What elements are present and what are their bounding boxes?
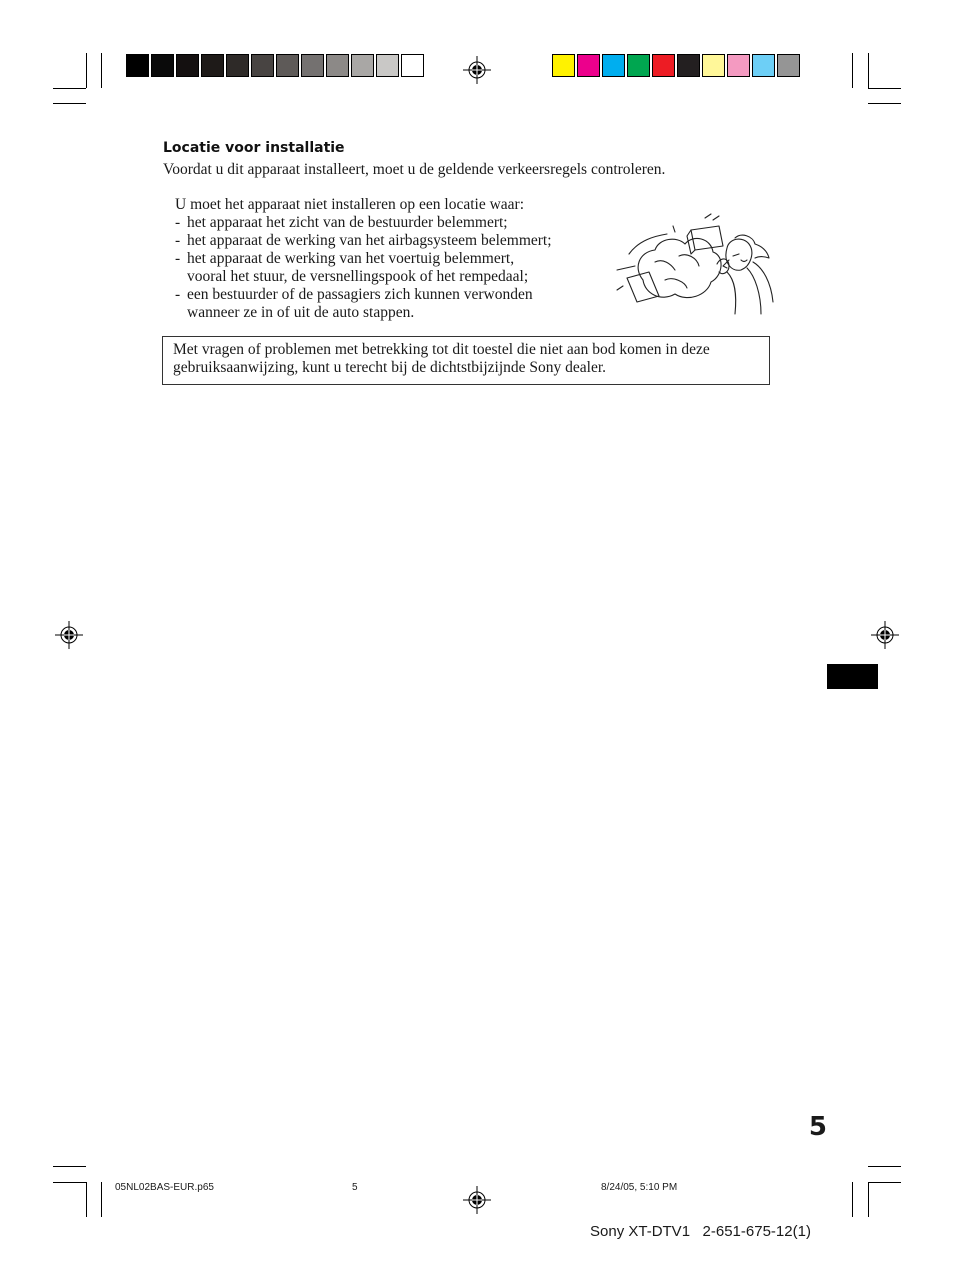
- color-calibration-bar: [552, 54, 802, 77]
- section-tab-marker: [827, 664, 878, 689]
- crop-mark: [852, 1182, 853, 1217]
- color-swatch: [702, 54, 725, 77]
- color-swatch: [176, 54, 199, 77]
- crop-mark: [53, 88, 86, 89]
- crop-mark: [86, 1182, 87, 1217]
- color-swatch: [301, 54, 324, 77]
- warning-intro: U moet het apparaat niet installeren op een locatie waar:: [175, 196, 525, 213]
- crop-mark: [868, 1182, 869, 1217]
- crop-mark: [868, 103, 901, 104]
- gray-calibration-bar: [126, 54, 426, 77]
- color-swatch: [201, 54, 224, 77]
- list-item-text: het apparaat de werking van het voertuig belemmert, vooral het stuur, de versnellingspook of het rempedaal;: [187, 250, 529, 285]
- footer-page: 5: [352, 1182, 358, 1193]
- list-item-text: een bestuurder of de passagiers zich kunnen verwonden wanneer ze in of uit de auto stappen.: [187, 286, 533, 321]
- color-swatch: [727, 54, 750, 77]
- registration-target-icon: [463, 1186, 491, 1214]
- notice-box: Met vragen of problemen met betrekking tot dit toestel die niet aan bod komen in deze gebruiksaanwijzing, kunt u terecht bij de dichtstbijzijnde Sony dealer.: [162, 336, 770, 385]
- color-swatch: [351, 54, 374, 77]
- crop-mark: [53, 103, 86, 104]
- list-item: [175, 214, 552, 232]
- crop-mark: [86, 53, 87, 88]
- section-heading: Locatie voor installatie: [163, 140, 345, 156]
- crop-mark: [101, 1182, 102, 1217]
- footer-filename: 05NL02BAS-EUR.p65: [115, 1182, 214, 1193]
- crop-mark: [868, 1166, 901, 1167]
- color-swatch: [652, 54, 675, 77]
- footer-date: 8/24/05, 5:10 PM: [601, 1182, 678, 1193]
- crop-mark: [53, 1182, 86, 1183]
- color-swatch: [376, 54, 399, 77]
- color-swatch: [552, 54, 575, 77]
- color-swatch: [401, 54, 424, 77]
- intro-paragraph: Voordat u dit apparaat installeert, moet u de geldende verkeersregels controleren.: [163, 161, 666, 178]
- color-swatch: [151, 54, 174, 77]
- crop-mark: [868, 88, 901, 89]
- model-number: Sony XT-DTV1 2-651-675-12(1): [590, 1223, 811, 1240]
- warning-list: [175, 214, 552, 322]
- crop-mark: [53, 1166, 86, 1167]
- color-swatch: [602, 54, 625, 77]
- list-item-text: het apparaat het zicht van de bestuurder belemmert;: [187, 214, 508, 231]
- crop-mark: [101, 53, 102, 88]
- color-swatch: [226, 54, 249, 77]
- color-swatch: [577, 54, 600, 77]
- color-swatch: [752, 54, 775, 77]
- list-item: [175, 250, 552, 286]
- list-item-text: het apparaat de werking van het airbagsysteem belemmert;: [187, 232, 552, 249]
- registration-target-icon: [871, 621, 899, 649]
- list-item: [175, 232, 552, 250]
- color-swatch: [627, 54, 650, 77]
- bullet-dash: -: [175, 286, 181, 303]
- color-swatch: [276, 54, 299, 77]
- page-number: 5: [808, 1112, 826, 1142]
- list-item: [175, 286, 552, 322]
- bullet-dash: -: [175, 214, 181, 231]
- crop-mark: [852, 53, 853, 88]
- crop-mark: [868, 1182, 901, 1183]
- color-swatch: [251, 54, 274, 77]
- bullet-dash: -: [175, 250, 181, 267]
- crop-mark: [868, 53, 869, 88]
- bullet-dash: -: [175, 232, 181, 249]
- registration-target-icon: [463, 56, 491, 84]
- color-swatch: [326, 54, 349, 77]
- color-swatch: [126, 54, 149, 77]
- airbag-driver-illustration: [615, 210, 775, 320]
- color-swatch: [677, 54, 700, 77]
- color-swatch: [777, 54, 800, 77]
- registration-target-icon: [55, 621, 83, 649]
